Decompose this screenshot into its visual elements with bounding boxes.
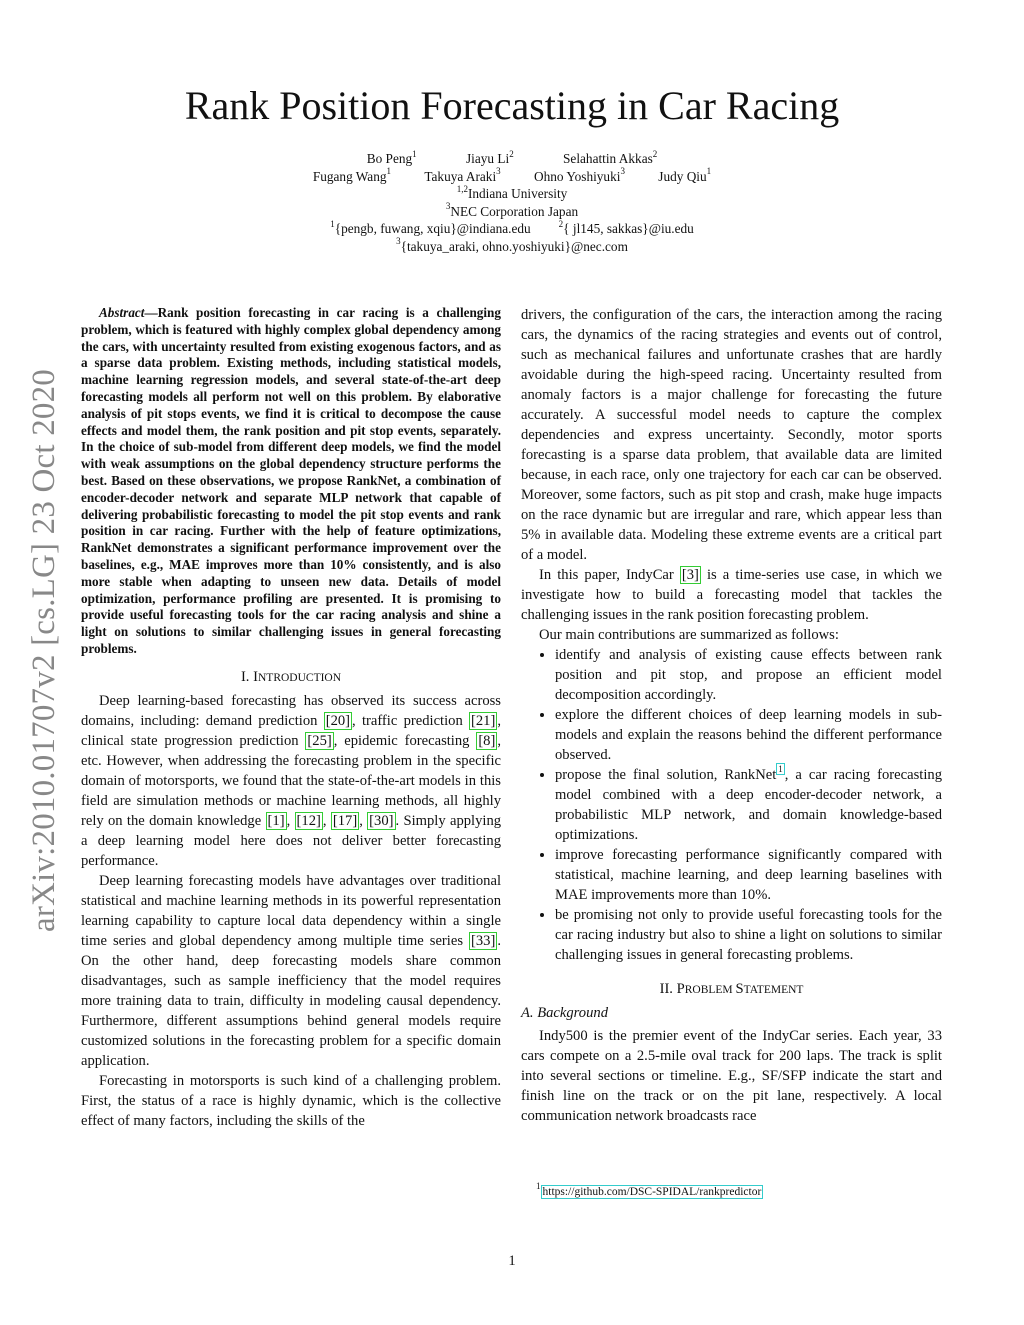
citation-link[interactable]: [12] [296,812,321,829]
paper-title: Rank Position Forecasting in Car Racing [184,83,840,128]
intro-paragraph-2: Deep learning forecasting models have advantages over traditional statistical and machine learning methods in its powerful representation learning capability to capture local data dependency within a single time series and global dependency among multiple time series [33] . On the other hand, deep forecasting models share common disadvantages, such as sample inefficiency that the model requires more training data to train, difficulty in modeling causal dependency. Furthermore, different assumptions behind general models require customized solutions in the forecasting problem for a specific domain application. [81,872,501,1069]
citation-link[interactable]: [20] [325,712,351,729]
citation-link[interactable]: [33] [471,932,496,949]
list-item: • be promising not only to provide useful forecasting tools for the car racing industry but also to shine a light on solutions to similar challenging issues in general forecasting problems. [555,905,942,965]
author-block [0,150,1024,255]
body-paragraph: drivers, the configuration of the cars, the interaction among the racing cars, the dynamics of the racing strategies and events out of control, such as mechanical failures and unfortunate crashes that are hardly avoidable during the high-speed racing. Uncertainty resulted from anomaly factors is a major challenge for forecasting the future accurately. A successful model needs to capture the complex dependencies and express uncertainty. Secondly, motor sports forecasting is a sparse data problem, that available data are limited because, in each race, only one trajectory for each car can be observed. Moreover, some factors, such as pit stop and crash, make huge impacts on the race dynamic but are irregular and rare, which appear less than 5% in available data. Modeling these extreme events are a critical part of a model. [521,307,942,563]
citation-link[interactable]: [30] [369,812,394,829]
list-item: • explore the different choices of deep learning models in sub-models and explain the reasons behind the different performance observed. [555,705,942,765]
author: Fugang Wang$^1$ [312,166,391,184]
author: Bo Peng$^1$ [366,148,417,166]
right-column [521,305,942,1126]
subsection-heading-background: A. Background [521,1005,608,1021]
author: Takuya Araki$^3$ [424,166,501,184]
intro-paragraph-3: Forecasting in motorsports is such kind of a challenging problem. First, the status of a race is highly dynamic, which is the collective effect of many factors, including the skills of the [81,1072,501,1129]
author-row-1 [0,150,1024,168]
citation-link[interactable]: [8] [478,732,496,749]
page-number: 1 [508,1253,516,1269]
affiliation-1: $^{1,2}$Indiana University [456,183,568,201]
footnote-url-link[interactable]: https://github.com/DSC-SPIDAL/rankpredictor [542,1186,762,1198]
citation-link[interactable]: [17] [332,812,358,829]
footnote-marker[interactable]: 1 [778,764,783,775]
left-column [81,305,501,1131]
footnote: $^1$ https://github.com/DSC-SPIDAL/rankpredictor [536,1181,762,1198]
list-item: • identify and analysis of existing cause effects between rank position and pit stop, and propose an efficient model decomposition accordingly. [555,645,942,705]
body-paragraph: Our main contributions are summarized as follows: [539,627,839,643]
author: Judy Qiu$^1$ [658,166,712,184]
contribution-list [521,645,942,965]
arxiv-id-text: arXiv:2010.01707v2 [cs.LG] 23 Oct 2020 [25,368,62,932]
intro-paragraph-1: Deep learning-based forecasting has observed its success across domains, including: demand prediction [20] , traffic prediction [21] , clinical state progression prediction [25] , epidemic forecasting [8] , etc. However, when addressing the forecasting problem in the specific domain of motorsports, we found that the state-of-the-art models in this field are simulation methods or machine learning methods, all highly rely on the domain knowledge [1] , [12] , [17] , [30] . Simply applying a deep learning model here does not deliver better forecasting performance. [81,692,502,869]
author: Selahattin Akkas$^2$ [563,148,658,166]
body-paragraph: In this paper, IndyCar [3] is a time-series use case, in which we investigate how to build a forecasting model that tackles the challenging issues in the rank position forecasting problem. [521,567,942,623]
email-row-2: $^3${takuya_araki, ohno.yoshiyuki}@nec.com [396,236,628,254]
citation-link[interactable]: [25] [307,732,332,749]
section-heading-problem-statement: II. PROBLEM STATEMENT [659,981,804,997]
body-paragraph: Indy500 is the premier event of the IndyCar series. Each year, 33 cars compete on a 2.5-mile oval track for 200 laps. The track is split into several sections or timeline. E.g., SF/SFP indicate the start and finish line on the track or on the pit lane, respectively. A local communication network broadcasts race [521,1028,942,1124]
author: Jiayu Li$^2$ [465,148,514,166]
section-heading-introduction: I. INTRODUCTION [240,668,342,685]
list-item: • improve forecasting performance significantly compared with statistical, machine learning, and deep learning baselines with MAE improvements more than 10%. [555,845,942,905]
email-row: $^1${pengb, fuwang, xqiu}@indiana.edu $^2${ jl145, sakkas}@iu.edu [330,218,694,236]
list-item: • propose the final solution, RankNet $^1$ , a car racing forecasting model combined with a deep encoder-decoder network, a probabilistic MLP network, and domain knowledge-based optimizations. [555,765,942,845]
affiliation-2: $^3$NEC Corporation Japan [445,201,579,219]
author: Ohno Yoshiyuki$^3$ [533,166,625,184]
citation-link[interactable]: [21] [471,712,496,729]
citation-link[interactable]: [1] [267,812,285,829]
arxiv-identifier [14,350,74,950]
citation-link[interactable]: [3] [681,567,699,583]
author-row-2 [0,168,1024,186]
abstract: Abstract—Rank position forecasting in car racing is a challenging problem, which is featured with highly complex global dependency among the cars, with uncertainty resulted from existing exogenous factors, and as a sparse data problem. Existing methods, including statistical models, machine learning regression models, and several state-of-the-art deep forecasting models all perform not well on this problem. By elaborative analysis of pit stops events, we find it is critical to decompose the cause effects and model them, the rank position and pit stop events, separately. In the choice of sub-model from different deep models, we find the model with weak assumptions on the global dependency structure performs the best. Based on these observations, we propose RankNet, a combination of encoder-decoder network and separate MLP network that capable of delivering probabilistic forecasting to model the pit stop events and rank position in car racing. Further with the help of feature optimizations, RankNet demonstrates a significant performance improvement over the baselines, e.g., MAE improves more than 10% consistently, and is also more stable when adapting to unseen new data. Details of model optimization, performance profiling are presented. It is promising to provide useful forecasting tools for the car racing analysis and shine a light on solutions to similar challenging issues in general forecasting problems. [81,305,501,656]
